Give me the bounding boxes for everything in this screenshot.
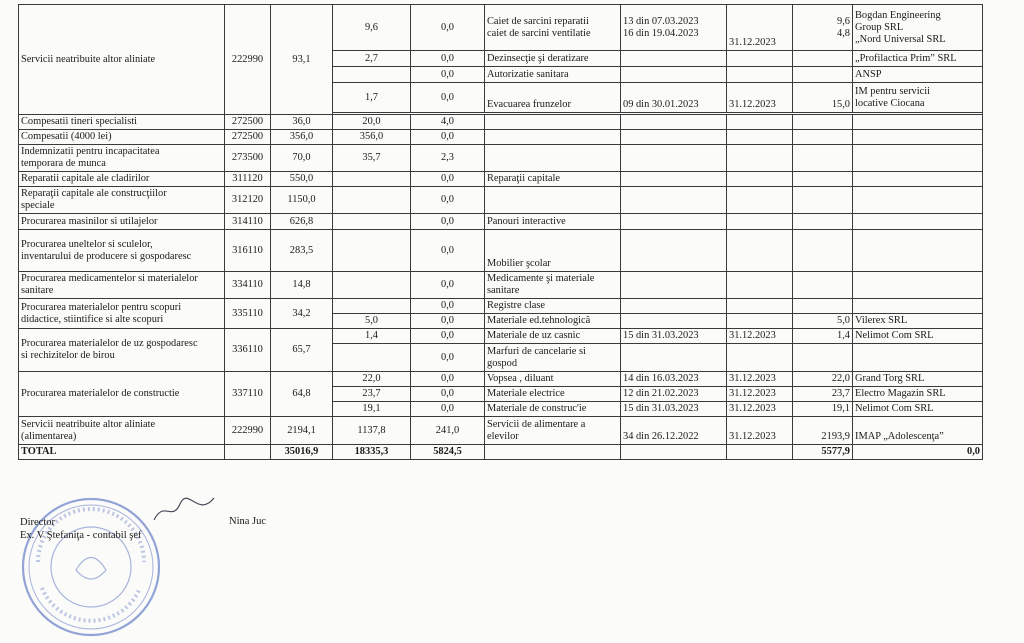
cell-line: gospod	[487, 357, 518, 369]
cell: 0,0	[853, 445, 983, 460]
table-row	[19, 417, 983, 445]
director-name: Nina Juc	[229, 516, 267, 527]
cell	[793, 130, 853, 145]
cell	[621, 130, 727, 145]
cell: 316110	[225, 230, 271, 272]
cell: 0,0	[411, 172, 485, 187]
cell	[727, 314, 793, 329]
cell-line: 16 din 19.04.2023	[623, 27, 699, 39]
cell: 19,1	[333, 402, 411, 417]
official-stamp	[16, 492, 166, 642]
cell: Nelimot Com SRL	[853, 402, 983, 417]
cell: 22,0	[793, 372, 853, 387]
cell	[19, 230, 225, 272]
cell-line: Group SRL	[855, 21, 904, 33]
cell-line: speciale	[21, 200, 55, 211]
director-label: Director	[20, 517, 55, 528]
cell: 312120	[225, 187, 271, 214]
cell-line: Procurarea uneltelor si sculelor,	[21, 238, 153, 250]
cell: 31.12.2023	[727, 329, 793, 344]
cell	[485, 115, 621, 130]
table-row	[19, 230, 983, 272]
signature-scribble	[150, 492, 220, 532]
cell	[333, 272, 411, 299]
cell: 0,0	[411, 402, 485, 417]
cell: TOTAL	[19, 445, 225, 460]
cell	[853, 145, 983, 172]
cell: 9,6	[333, 5, 411, 51]
item-label: Servicii neatribuite altor aliniate	[21, 53, 156, 65]
cell	[853, 299, 983, 314]
cell: 31.12.2023	[727, 387, 793, 402]
cell: 4,0	[411, 115, 485, 130]
cell	[853, 214, 983, 230]
cell: 35,7	[333, 145, 411, 172]
cell: 356,0	[333, 130, 411, 145]
cell: 272500	[225, 115, 271, 130]
cell: Materiale de construc'ie	[485, 402, 621, 417]
cell: 337110	[225, 372, 271, 417]
cell-line: caiet de sarcini ventilatie	[487, 27, 591, 39]
cell	[621, 51, 727, 67]
table-row	[19, 187, 983, 214]
cell	[485, 145, 621, 172]
cell: Compesatii (4000 lei)	[19, 130, 225, 145]
cell: 314110	[225, 214, 271, 230]
cell	[621, 115, 727, 130]
cell: 0,0	[411, 187, 485, 214]
cell	[485, 417, 621, 445]
cell	[727, 145, 793, 172]
cell: Dezinsecţie şi deratizare	[485, 51, 621, 67]
table-row	[19, 214, 983, 230]
cell	[333, 214, 411, 230]
cell: 336110	[225, 329, 271, 372]
cell	[793, 67, 853, 83]
cell-line: Procurarea medicamentelor si materialelor	[21, 273, 198, 284]
cell: 0,0	[411, 387, 485, 402]
cell: 31.12.2023	[727, 372, 793, 387]
cell: 0,0	[411, 214, 485, 230]
cell	[727, 67, 793, 83]
cell-line: Servicii neatribuite altor aliniate	[21, 418, 156, 430]
cell-line: (alimentarea)	[21, 430, 77, 442]
cell	[853, 115, 983, 130]
cell: 2,7	[333, 51, 411, 67]
cell-line: Caiet de sarcini reparatii	[487, 15, 589, 27]
cell: Vopsea , diluant	[485, 372, 621, 387]
cell	[621, 314, 727, 329]
cell	[19, 329, 225, 372]
cell: 0,0	[411, 272, 485, 299]
cell: „Profilactica Prim” SRL	[853, 51, 983, 67]
cell: 12 din 21.02.2023	[621, 387, 727, 402]
cell: Autorizatie sanitara	[485, 67, 621, 83]
cell	[485, 344, 621, 372]
cell-line: Procurarea materialelor pentru scopuri	[21, 301, 182, 313]
cell: 5,0	[793, 314, 853, 329]
table-row	[19, 172, 983, 187]
cell: 1,4	[333, 329, 411, 344]
cell: Procurarea materialelor de constructie	[19, 372, 225, 417]
cell: 31.12.2023	[727, 402, 793, 417]
cell-line: sanitare	[21, 285, 54, 296]
cell	[793, 172, 853, 187]
cell	[727, 130, 793, 145]
cell: 93,1	[271, 5, 333, 115]
cell	[485, 5, 621, 51]
cell: Materiale ed.tehnologică	[485, 314, 621, 329]
cell: 22,0	[333, 372, 411, 387]
cell	[621, 272, 727, 299]
cell	[853, 187, 983, 214]
cell: 1137,8	[333, 417, 411, 445]
cell: Nelimot Com SRL	[853, 329, 983, 344]
cell	[19, 145, 225, 172]
cell	[621, 299, 727, 314]
cell: 15,0	[793, 83, 853, 113]
cell	[485, 187, 621, 214]
cell: ANSP	[853, 67, 983, 83]
cell	[727, 299, 793, 314]
cell: Reparaţii capitale	[485, 172, 621, 187]
cell: 0,0	[411, 344, 485, 372]
cell-line: Indemnizatii pentru incapacitatea	[21, 146, 160, 157]
cell	[19, 5, 225, 115]
cell-line: didactice, stiintifice si alte scopuri	[21, 313, 164, 325]
cell-line: si rechizitelor de birou	[21, 350, 115, 361]
cell	[621, 5, 727, 51]
table-row	[19, 445, 983, 460]
cell: 0,0	[411, 372, 485, 387]
cell-line: elevilor	[487, 430, 519, 442]
cell	[621, 230, 727, 272]
cell-line: Procurarea materialelor de uz gospodaresc	[21, 338, 198, 349]
cell	[793, 187, 853, 214]
cell: 34 din 26.12.2022	[621, 417, 727, 445]
cell	[793, 51, 853, 67]
cell: 0,0	[411, 230, 485, 272]
cell: 272500	[225, 130, 271, 145]
cell-line: Bogdan Engineering	[855, 9, 941, 21]
cell	[727, 344, 793, 372]
cell	[333, 230, 411, 272]
cell: 35016,9	[271, 445, 333, 460]
cell	[485, 272, 621, 299]
cell: 335110	[225, 299, 271, 329]
budget-table	[18, 4, 983, 460]
cell	[621, 214, 727, 230]
cell: 222990	[225, 417, 271, 445]
cell	[727, 172, 793, 187]
cell: Procurarea masinilor si utilajelor	[19, 214, 225, 230]
cell-line: locative Ciocana	[855, 97, 925, 109]
cell: 311120	[225, 172, 271, 187]
cell: Electro Magazin SRL	[853, 387, 983, 402]
cell: Materiale electrice	[485, 387, 621, 402]
cell: Evacuarea frunzelor	[485, 83, 621, 113]
cell	[793, 5, 853, 51]
cell: 550,0	[271, 172, 333, 187]
cell: 65,7	[271, 329, 333, 372]
cell: 2193,9	[793, 417, 853, 445]
cell: 0,0	[411, 67, 485, 83]
cell: 5577,9	[793, 445, 853, 460]
cell	[853, 130, 983, 145]
cell	[485, 445, 621, 460]
cell: 0,0	[411, 51, 485, 67]
cell	[621, 145, 727, 172]
cell	[853, 344, 983, 372]
cell	[853, 272, 983, 299]
cell: IMAP „Adolescenţa”	[853, 417, 983, 445]
cell: 15 din 31.03.2023	[621, 329, 727, 344]
cell-line: 9,6	[837, 15, 850, 27]
table-row	[19, 145, 983, 172]
cell	[485, 130, 621, 145]
cell: 31.12.2023	[727, 417, 793, 445]
cell-line: inventarului de producere si gospodaresc	[21, 250, 192, 262]
table-row	[19, 299, 983, 314]
cell: 14,8	[271, 272, 333, 299]
cell	[621, 344, 727, 372]
cell	[727, 115, 793, 130]
cell	[727, 230, 793, 272]
cell: 222990	[225, 5, 271, 115]
cell: 0,0	[411, 299, 485, 314]
cell-line: 4,8	[837, 27, 850, 39]
cell: 0,0	[411, 314, 485, 329]
cell: 34,2	[271, 299, 333, 329]
cell: 626,8	[271, 214, 333, 230]
cell	[621, 67, 727, 83]
cell: Compesatii tineri specialisti	[19, 115, 225, 130]
cell-line: temporara de munca	[21, 158, 106, 169]
cell	[727, 214, 793, 230]
cell: 0,0	[411, 130, 485, 145]
cell-line: IM pentru servicii	[855, 85, 931, 97]
accountant-label: Ex. V Ştefaniţa - contabil şef	[20, 530, 142, 541]
cell: 0,0	[411, 83, 485, 113]
cell	[727, 445, 793, 460]
cell	[853, 230, 983, 272]
cell	[333, 344, 411, 372]
cell: 0,0	[411, 329, 485, 344]
cell	[853, 83, 983, 113]
table-row	[19, 329, 983, 344]
cell	[793, 299, 853, 314]
cell-line: Reparaţii capitale ale construcţiilor	[21, 188, 167, 199]
cell: 19,1	[793, 402, 853, 417]
cell	[793, 272, 853, 299]
cell: Grand Torg SRL	[853, 372, 983, 387]
cell	[621, 172, 727, 187]
cell-line: „Nord Universal SRL	[855, 33, 946, 45]
cell	[333, 187, 411, 214]
cell	[19, 187, 225, 214]
cell	[621, 445, 727, 460]
cell: 273500	[225, 145, 271, 172]
cell: 334110	[225, 272, 271, 299]
cell-line: Servicii de alimentare a	[487, 418, 586, 430]
cell: 23,7	[333, 387, 411, 402]
cell: 64,8	[271, 372, 333, 417]
cell: 36,0	[271, 115, 333, 130]
cell: 1,7	[333, 83, 411, 113]
table-row	[19, 5, 983, 51]
cell	[853, 5, 983, 51]
cell: 09 din 30.01.2023	[621, 83, 727, 113]
cell-line: 31.12.2023	[729, 37, 776, 48]
cell: 14 din 16.03.2023	[621, 372, 727, 387]
cell: 18335,3	[333, 445, 411, 460]
cell: 1150,0	[271, 187, 333, 214]
cell: 2,3	[411, 145, 485, 172]
cell	[793, 214, 853, 230]
cell: 31.12.2023	[727, 83, 793, 113]
cell	[727, 187, 793, 214]
cell: Registre clase	[485, 299, 621, 314]
cell: Panouri interactive	[485, 214, 621, 230]
table-row	[19, 115, 983, 130]
cell	[19, 272, 225, 299]
cell: Mobilier şcolar	[485, 230, 621, 272]
cell: 1,4	[793, 329, 853, 344]
cell	[793, 115, 853, 130]
cell: 15 din 31.03.2023	[621, 402, 727, 417]
cell	[333, 172, 411, 187]
cell	[793, 230, 853, 272]
table-row	[19, 372, 983, 387]
cell	[19, 417, 225, 445]
cell-line: Medicamente şi materiale	[487, 273, 595, 284]
table-row	[19, 272, 983, 299]
cell	[333, 299, 411, 314]
cell	[727, 272, 793, 299]
cell: 241,0	[411, 417, 485, 445]
signature-block	[20, 516, 142, 542]
cell	[19, 299, 225, 329]
cell	[621, 187, 727, 214]
cell: 20,0	[333, 115, 411, 130]
cell	[727, 5, 793, 51]
cell: 70,0	[271, 145, 333, 172]
cell-line: Marfuri de cancelarie si	[487, 345, 586, 357]
cell: Vilerex SRL	[853, 314, 983, 329]
cell-line: sanitare	[487, 285, 520, 296]
cell: 0,0	[411, 5, 485, 51]
cell: 356,0	[271, 130, 333, 145]
cell	[853, 172, 983, 187]
cell	[333, 67, 411, 83]
cell: 2194,1	[271, 417, 333, 445]
cell: 5824,5	[411, 445, 485, 460]
cell-line: 13 din 07.03.2023	[623, 15, 699, 27]
cell	[727, 51, 793, 67]
cell	[225, 445, 271, 460]
table-row	[19, 130, 983, 145]
cell	[793, 344, 853, 372]
cell: 5,0	[333, 314, 411, 329]
cell: Materiale de uz casnic	[485, 329, 621, 344]
cell	[793, 145, 853, 172]
cell: 23,7	[793, 387, 853, 402]
cell: Reparatii capitale ale cladirilor	[19, 172, 225, 187]
cell: 283,5	[271, 230, 333, 272]
